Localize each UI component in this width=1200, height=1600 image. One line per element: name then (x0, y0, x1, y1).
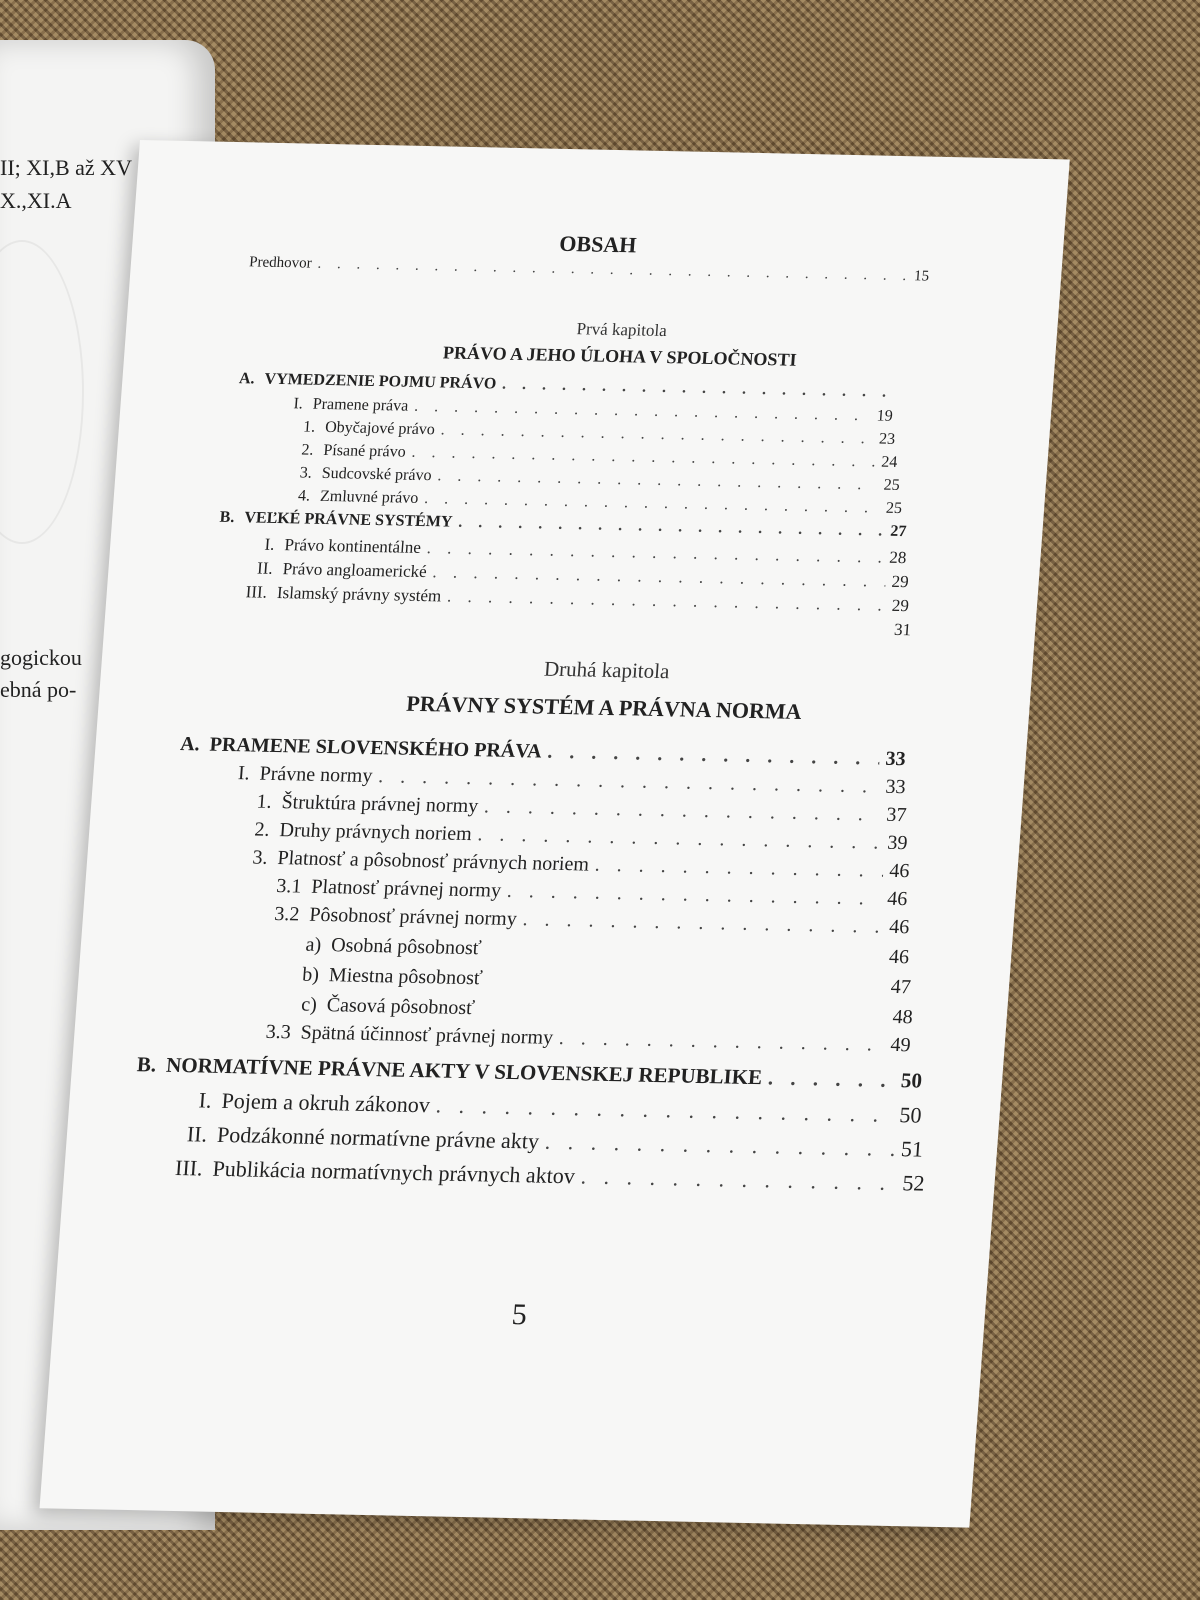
leader-dots (544, 1129, 896, 1162)
entry-page: 27 (889, 522, 907, 541)
entry-label: Druhy právnych noriem (278, 819, 473, 846)
toc-entry[interactable] (187, 1087, 923, 1128)
spacer (241, 621, 894, 635)
spacer (482, 984, 890, 993)
entry-number: b) (301, 963, 320, 986)
entry-label: Publikácia normatívnych právnych aktov (211, 1155, 576, 1189)
toc-entry[interactable] (298, 934, 910, 970)
entry-number: 1. (302, 418, 316, 436)
entry-label: Podzákonné normatívne právne akty (216, 1121, 540, 1154)
leader-dots (424, 490, 881, 518)
entry-page: 46 (888, 859, 911, 883)
leader-dots (435, 1092, 894, 1128)
entry-number: c) (300, 993, 318, 1016)
chapter-title: PRÁVNY SYSTÉM A PRÁVNA NORMA (405, 690, 803, 724)
leader-dots (580, 1163, 898, 1196)
toc-page (40, 140, 1070, 1528)
entry-number: 3. (251, 846, 269, 869)
table-of-contents (40, 140, 1070, 1528)
entry-page: 51 (900, 1136, 924, 1162)
entry-label: Sudcovské právo (321, 464, 433, 485)
entry-page: 29 (890, 571, 910, 592)
leader-dots (477, 823, 882, 854)
entry-number: B. (219, 508, 236, 527)
entry-number: II. (186, 1121, 209, 1147)
leader-dots (437, 467, 878, 494)
leader-dots (522, 908, 884, 939)
entry-number: 4. (297, 487, 311, 505)
leader-dots (458, 514, 885, 541)
chapter-heading: Druhá kapitola (543, 656, 671, 684)
entry-label: Platnosť právnej normy (310, 875, 502, 902)
entry-page: 19 (876, 407, 894, 425)
entry-page: 33 (884, 747, 907, 771)
entry-label: Miestna pôsobnosť (328, 964, 484, 990)
entry-number: 2. (253, 818, 271, 841)
entry-page: 50 (900, 1068, 923, 1093)
entry-label: Zmluvné právo (319, 487, 419, 507)
entry-number: 3.2 (273, 902, 301, 926)
entry-number: 3.1 (275, 875, 303, 898)
bleed-through-shape (0, 240, 84, 544)
entry-label: Islamský právny systém (276, 582, 442, 606)
spacer (474, 1014, 892, 1023)
entry-label: NORMATÍVNE PRÁVNE AKTY V SLOVENSKEJ REPUBLIKE (165, 1052, 764, 1090)
entry-page: 31 (893, 619, 912, 640)
chapter-heading: Prvá kapitola (575, 319, 668, 341)
left-page-fragment: II; XI,B až XV (0, 155, 132, 180)
leader-dots (378, 765, 881, 798)
entry-label: Pojem a okruh zákonov (220, 1087, 431, 1118)
entry-label: VEĽKÉ PRÁVNE SYSTÉMY (243, 509, 454, 531)
toc-entry[interactable] (296, 963, 912, 999)
entry-page: 39 (886, 831, 909, 855)
entry-label: Obyčajové právo (324, 418, 436, 439)
entry-page: 37 (885, 803, 908, 827)
leader-dots (502, 376, 888, 402)
entry-label: Štruktúra právnej normy (280, 791, 480, 818)
left-page-fragment: gogickou (0, 645, 82, 670)
entry-page: 47 (890, 975, 912, 999)
entry-label: Pôsobnosť právnej normy (308, 903, 518, 931)
entry-page: 48 (891, 1005, 914, 1029)
toc-entry[interactable] (131, 1052, 923, 1094)
leader-dots (414, 398, 872, 426)
entry-page: 50 (898, 1102, 923, 1128)
entry-page: 49 (889, 1033, 912, 1057)
entry-label: Spätná účinnosť právnej normy (299, 1021, 554, 1049)
entry-label: Časová pôsobnosť (325, 994, 476, 1020)
entry-page: 46 (888, 915, 911, 939)
entry-label: VYMEDZENIE POJMU PRÁVO (264, 370, 497, 393)
entry-number: I. (292, 395, 304, 413)
entry-number: 3.3 (264, 1020, 292, 1044)
page-number: 5 (510, 1298, 529, 1332)
entry-number: III. (245, 582, 268, 602)
entry-label: Právo angloamerické (282, 559, 428, 582)
chapter-title: PRÁVO A JEHO ÚLOHA V SPOLOČNOSTI (442, 342, 798, 370)
leader-dots (483, 795, 881, 826)
entry-page: 25 (885, 499, 903, 518)
entry-label: Právne normy (258, 762, 374, 787)
spacer (481, 954, 889, 963)
entry-page: 46 (888, 945, 910, 969)
entry-number: I. (197, 1087, 213, 1113)
entry-page: 33 (884, 775, 907, 799)
left-page-fragment: ebná po- (0, 677, 77, 702)
entry-number: II. (256, 558, 274, 578)
entry-number: III. (174, 1154, 204, 1181)
entry-number: A. (238, 370, 256, 388)
leader-dots (506, 880, 882, 911)
leader-dots (767, 1065, 896, 1093)
entry-label: Právo kontinentálne (283, 535, 422, 557)
entry-page: 24 (880, 453, 898, 471)
left-page-fragment: X.,XI.A (0, 188, 72, 213)
entry-number: I. (263, 534, 276, 554)
entry-label: PRAMENE SLOVENSKÉHO PRÁVA (208, 733, 543, 763)
leader-dots (558, 1027, 885, 1057)
entry-page: 23 (878, 430, 896, 448)
entry-page: 46 (886, 887, 909, 911)
entry-page: 25 (883, 476, 901, 494)
entry-page: 29 (891, 595, 910, 616)
toc-entry[interactable] (162, 1155, 926, 1197)
entry-label: Osobná pôsobnosť (330, 934, 483, 960)
entry-number: 2. (300, 441, 315, 459)
entry-page: 15 (913, 268, 930, 285)
entry-number: a) (304, 933, 323, 956)
entry-number: B. (136, 1052, 158, 1077)
leader-dots (440, 421, 873, 448)
leader-dots (594, 854, 884, 883)
entry-label: Pramene práva (312, 395, 409, 415)
entry-page: 52 (901, 1170, 926, 1196)
entry-number: A. (179, 732, 201, 756)
toc-title: OBSAH (558, 230, 638, 258)
entry-label: Písané právo (322, 441, 407, 461)
entry-label: Predhovor (248, 254, 313, 272)
leader-dots (547, 741, 881, 771)
entry-page: 28 (888, 547, 908, 568)
entry-number: 1. (255, 790, 273, 813)
entry-number: I. (237, 762, 251, 785)
entry-label: Platnosť a pôsobnosť právnych noriem (276, 847, 590, 876)
entry-number: 3. (299, 464, 313, 482)
